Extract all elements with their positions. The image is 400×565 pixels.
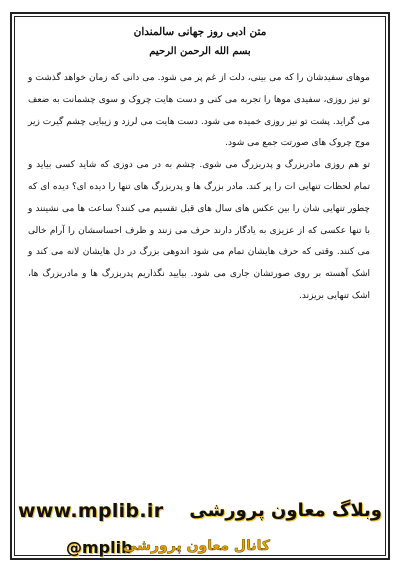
watermark-footer bbox=[10, 480, 390, 560]
bismillah-heading: بسم الله الرحمن الرحیم bbox=[149, 46, 251, 57]
paragraph-2: تو هم روزی مادربزرگ و پدربزرگ می شوی. چشم به در می دوزی که شاید کسی بیاید و تمام لحظات تنهایی ات را پر کند. مادر بزرگ ها و پدربزرگ های تنها را دیده ای؟ دیده ای که چطور تنهایی شان را بین عکس های سال های قبل تقسیم می کنند؟ ساعت ها می نشینند و با تنها عکسی که از عزیزی به یادگار دارند حرف می زنند و ظرف احساسشان را آرام خالی می کنند. وقتی که حرف هایشان تمام می شود اندوهی بزرگ در دل هایشان لانه می کند و اشک آهسته بر روی صورتشان جاری می شود. بیایید نگذاریم پدربزرگ ها و مادربزرگ ها، اشک تنهایی بریزند. bbox=[28, 160, 370, 301]
channel-name: کانال معاون پرورشی bbox=[123, 538, 270, 554]
blog-name: وبلاگ معاون پرورشی bbox=[189, 500, 382, 521]
document-title: متن ادبی روز جهانی سالمندان bbox=[133, 26, 267, 38]
website-url[interactable]: www.mplib.ir bbox=[18, 500, 164, 522]
document-body bbox=[28, 68, 370, 308]
paragraph-1: موهای سفیدشان را که می بینی، دلت از غم پر می شود. می دانی که زمان خواهد گذشت و تو نیز روزی، سفیدی موها را تجربه می کنی و دست هایت چروک و سوی چشمانت به ضعف می گراید. پشت تو نیز روزی خمیده می شود. دست هایت می لرزد و زیبایی چشم گیرت زیر موج چروک های صورتت جمع می شود. bbox=[28, 73, 370, 149]
channel-handle[interactable]: @mplib bbox=[66, 538, 133, 557]
